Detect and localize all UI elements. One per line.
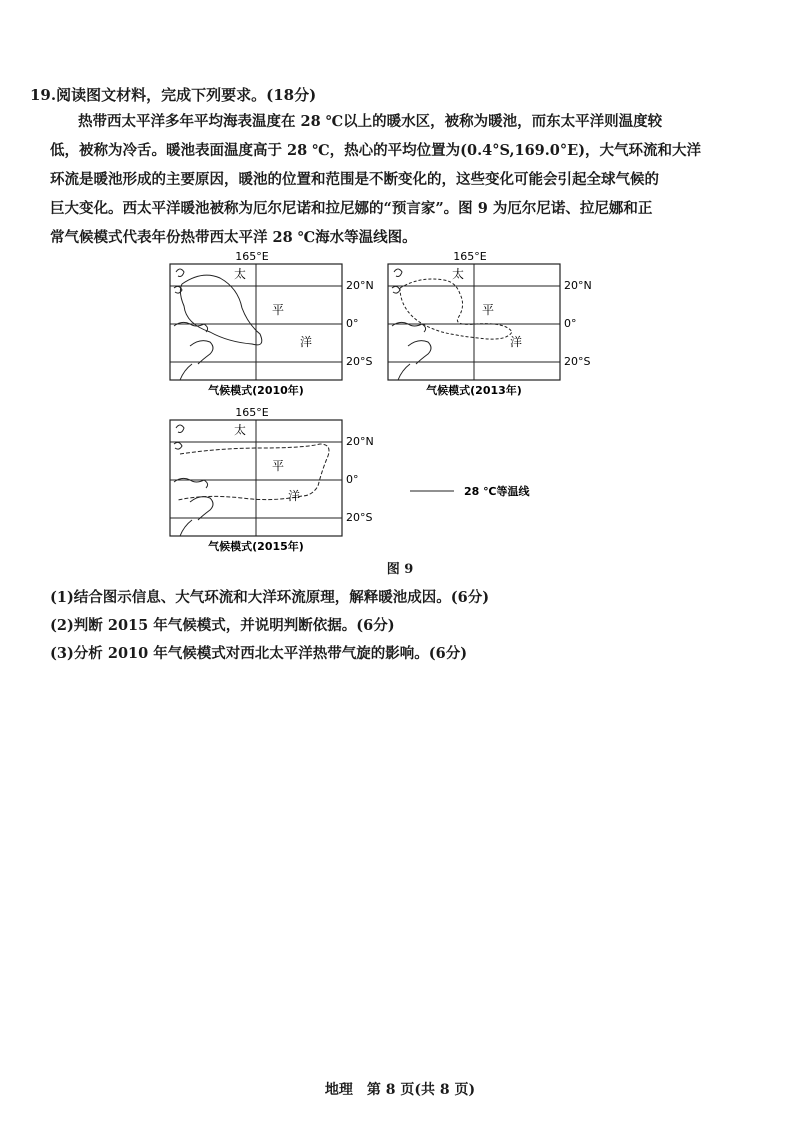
ocean-char: 洋	[300, 335, 313, 349]
ocean-char: 太	[452, 267, 465, 281]
panel-top-label: 165°E	[235, 250, 269, 263]
material-line: 低，被称为冷舌。暖池表面温度高于 28 ℃，热心的平均位置为(0.4°S,169.0°E)，大气环流和大洋	[50, 142, 702, 159]
ocean-char: 太	[234, 423, 247, 437]
isotherm-28c-2015	[178, 444, 329, 500]
panel-top-label: 165°E	[235, 406, 269, 419]
page-footer: 地理 第 8 页(共 8 页)	[324, 1082, 476, 1098]
ocean-char: 洋	[288, 489, 301, 503]
lat-label: 20°N	[346, 279, 374, 292]
lat-label: 0°	[346, 317, 359, 330]
lat-label: 0°	[346, 473, 359, 486]
ocean-char: 洋	[510, 335, 523, 349]
figure-legend	[410, 484, 530, 498]
isotherm-maps	[160, 248, 620, 558]
material-line: 巨大变化。西太平洋暖池被称为厄尔尼诺和拉尼娜的“预言家”。图 9 为厄尔尼诺、拉尼娜和正	[50, 200, 653, 217]
question-material	[50, 107, 730, 252]
legend-label: 28 ℃等温线	[464, 485, 530, 498]
ocean-char: 平	[272, 459, 285, 473]
sub-question-2: (2)判断 2015 年气候模式，并说明判断依据。(6分)	[50, 617, 395, 634]
isotherm-28c-2013	[400, 279, 512, 339]
figure-caption: 图 9	[386, 562, 414, 577]
ocean-char: 太	[234, 267, 247, 281]
panel-top-label: 165°E	[453, 250, 487, 263]
figure-9	[160, 248, 620, 562]
lat-label: 20°S	[346, 511, 373, 524]
ocean-char: 平	[272, 303, 285, 317]
lat-label: 20°S	[346, 355, 373, 368]
asia-coast	[174, 425, 184, 449]
map-panel-2010	[170, 250, 374, 397]
asia-coast	[174, 269, 184, 293]
lat-label: 20°N	[564, 279, 592, 292]
panel-caption: 气候模式(2015年)	[208, 540, 304, 553]
material-line: 环流是暖池形成的主要原因，暖池的位置和范围是不断变化的，这些变化可能会引起全球气候的	[50, 171, 659, 188]
lat-label: 0°	[564, 317, 577, 330]
lat-label: 20°N	[346, 435, 374, 448]
lat-label: 20°S	[564, 355, 591, 368]
panel-caption: 气候模式(2013年)	[426, 384, 522, 397]
material-line: 常气候模式代表年份热带西太平洋 28 ℃海水等温线图。	[50, 229, 417, 246]
sub-question-1: (1)结合图示信息、大气环流和大洋环流原理，解释暖池成因。(6分)	[50, 589, 490, 606]
sub-question-3: (3)分析 2010 年气候模式对西北太平洋热带气旋的影响。(6分)	[50, 645, 468, 662]
map-panel-2013	[388, 250, 592, 397]
ocean-char: 平	[482, 303, 495, 317]
maritime-continent-coast	[174, 478, 213, 536]
panel-caption: 气候模式(2010年)	[208, 384, 304, 397]
material-line: 热带西太平洋多年平均海表温度在 28 ℃以上的暖水区，被称为暖池，而东太平洋则温度较	[78, 113, 663, 130]
question-title: 19.阅读图文材料，完成下列要求。(18分)	[30, 86, 317, 104]
maritime-continent-coast	[392, 322, 431, 380]
map-panel-2015	[170, 406, 374, 553]
